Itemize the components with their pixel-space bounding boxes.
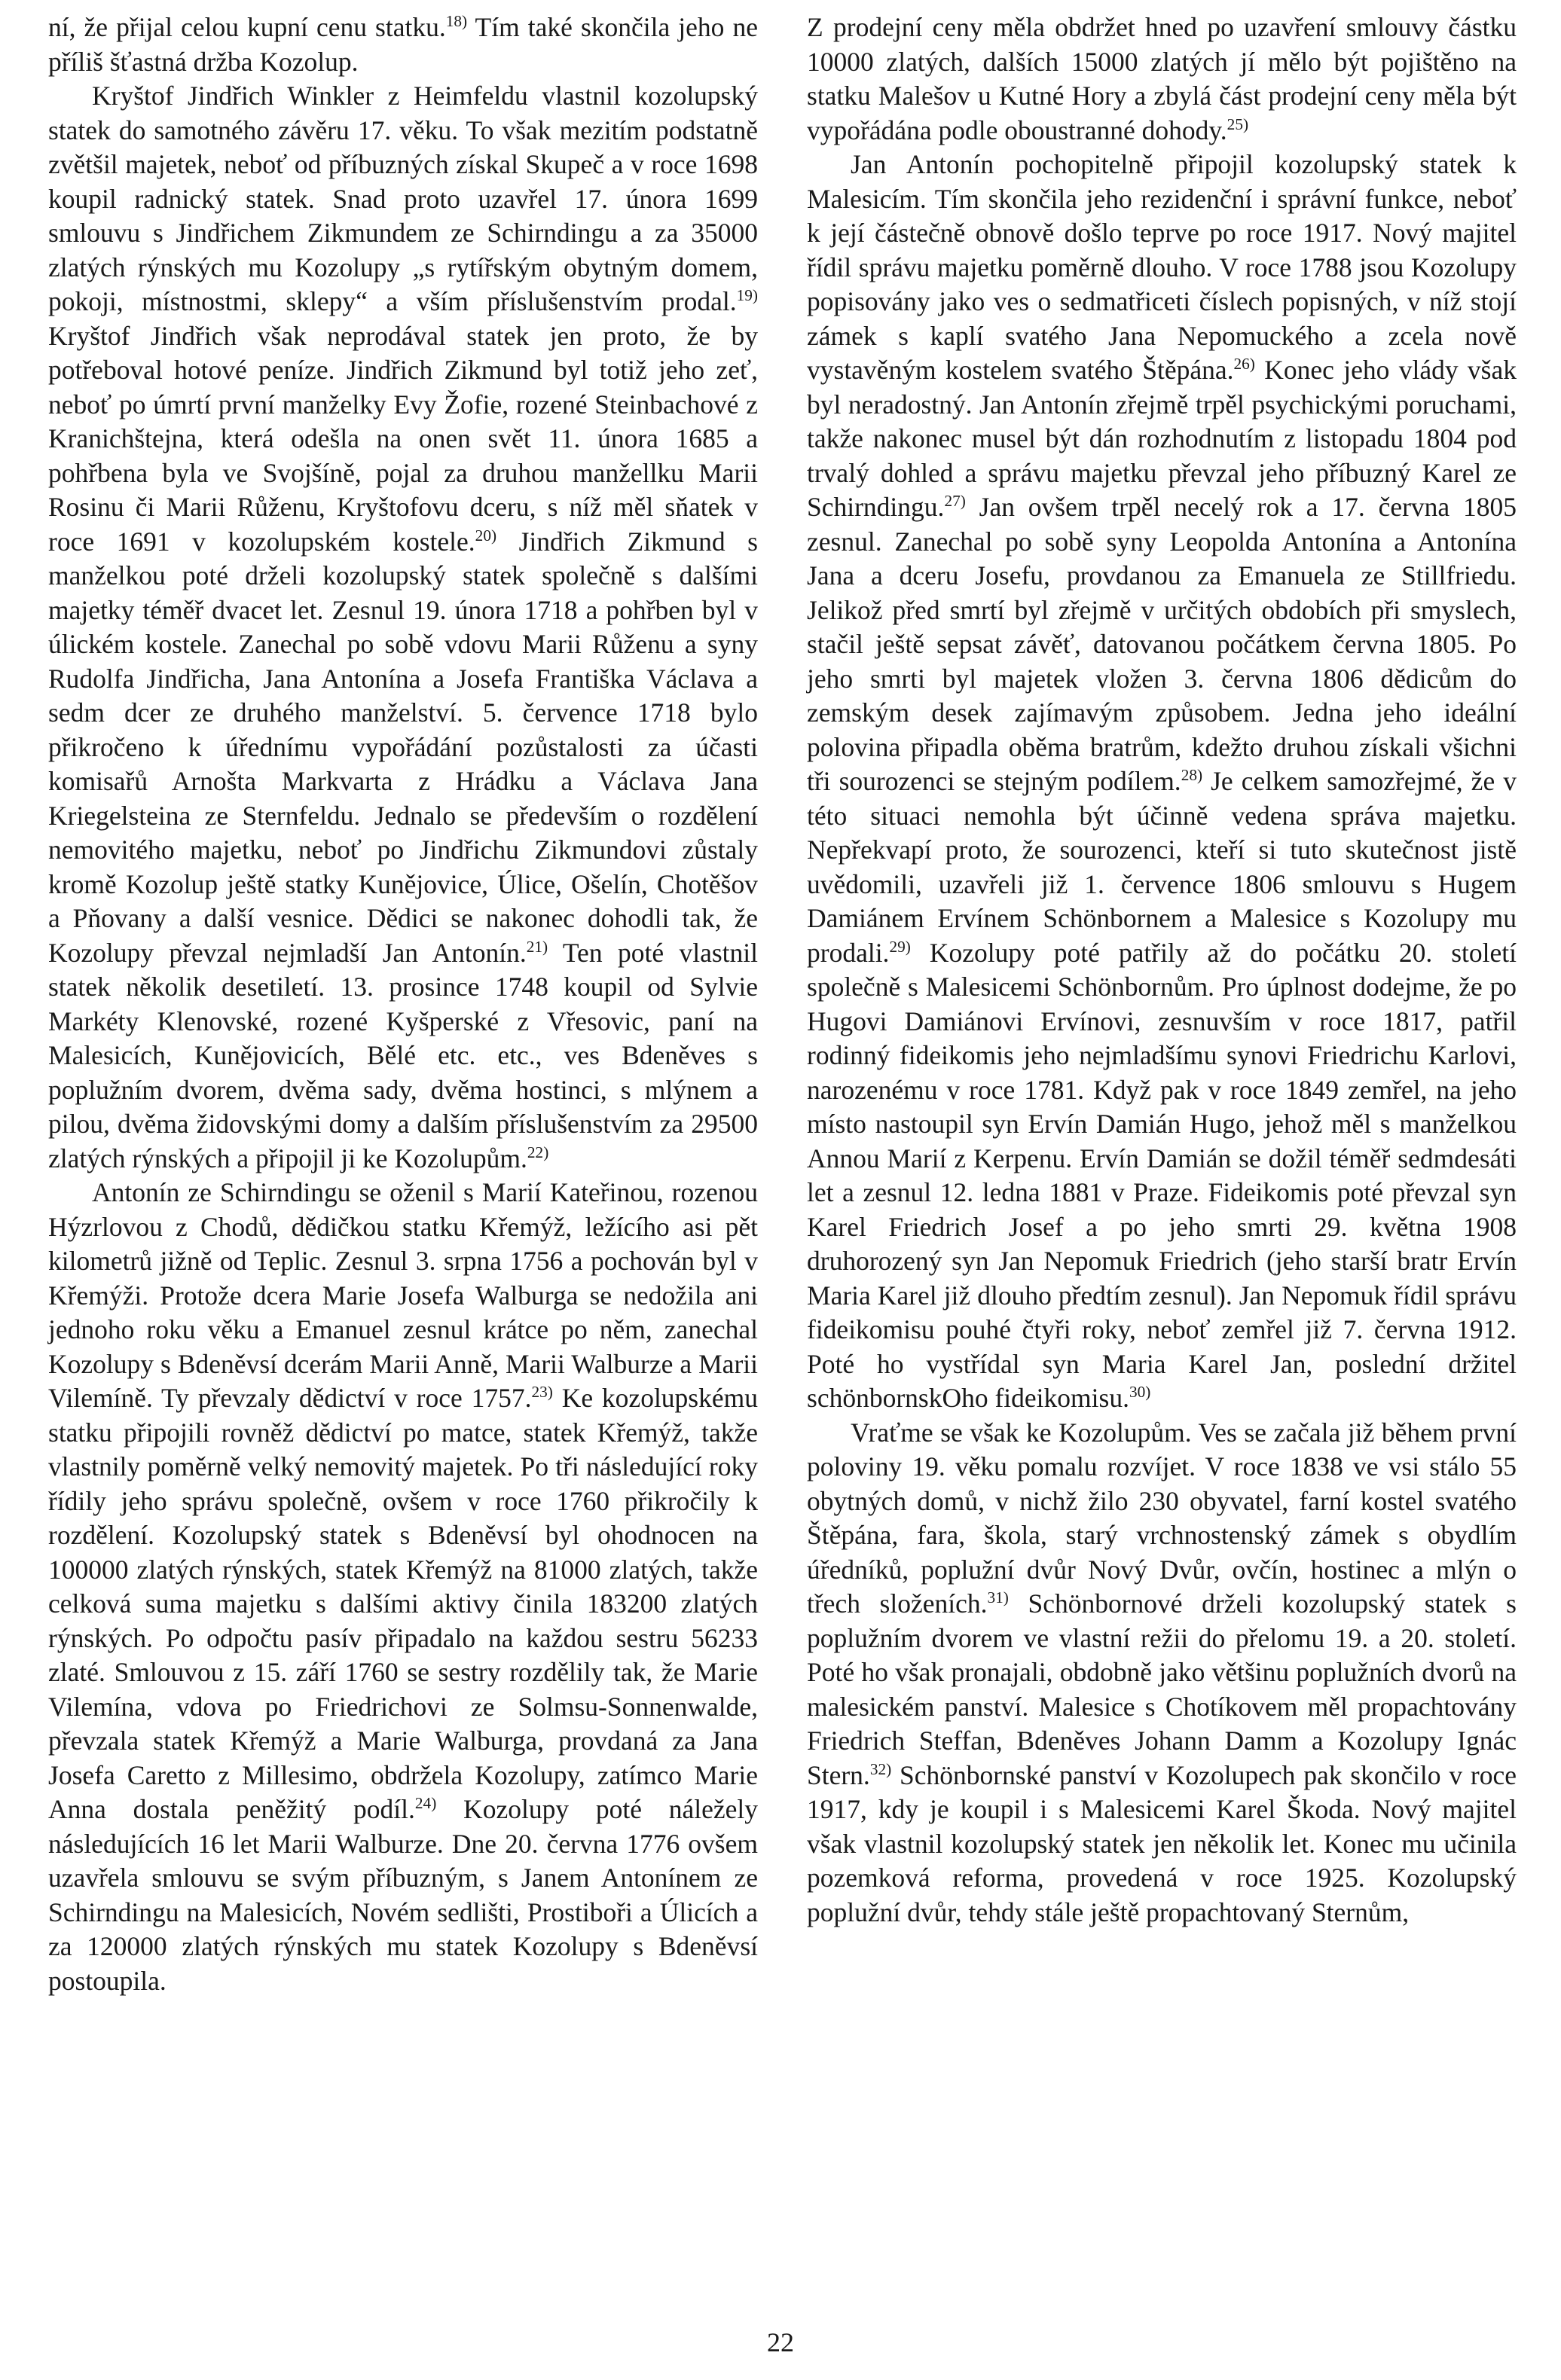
footnote-reference: 28): [1181, 766, 1203, 785]
footnote-reference: 24): [414, 1794, 437, 1813]
paragraph: [48, 11, 758, 79]
footnote-reference: 22): [527, 1143, 549, 1161]
footnote-reference: 19): [736, 286, 758, 305]
footnote-reference: 29): [889, 937, 911, 956]
footnote-reference: 25): [1226, 114, 1249, 133]
text-run: ní, že přijal celou kupní cenu statku.: [48, 12, 446, 42]
text-run: Ke kozolupskému statku připojili rovněž dědictví po matce, statek Křemýž, takže vlastnily poměrně velký nemovitý majetek. Po tři následující roky řídily jeho správu společně, ovšem v roce 1760 přikročily k rozdělení. Kozolupský statek s Bdeněvsí byl ohodnocen na 100000 zlatých rýnských, statek Křemýž na 81000 zlatých, takže celková suma majetku s dalšími aktivy činila 183200 zlatých rýnských. Po odpočtu pasív připadalo na každou sestru 56233 zlaté. Smlouvou z 15. září 1760 se sestry rozdělily tak, že Marie Vilemína, vdova po Friedrichovi ze Solmsu-Sonnenwalde, převzala statek Křemýž a Marie Walburga, provdaná za Jana Josefa Caretto z Millesimo, obdržela Kozolupy, zatímco Marie Anna dostala peněžitý podíl.: [48, 1383, 758, 1824]
text-run: Z prodejní ceny měla obdržet hned po uzavření smlouvy částku 10000 zlatých, dalších 15000 zlatých jí mělo být pojištěno na statku Malešov u Kutné Hory a zbylá část prodejní ceny měla být vypořádána podle oboustranné dohody.: [807, 12, 1517, 145]
text-run: Konec jeho vlády však byl neradostný. Jan Antonín zřejmě trpěl psychickými poruchami, takže nakonec musel být dán rozhodnutím z listopadu 1804 pod trvalý dohled a správu majetku převzal jeho příbuzný Karel ze Schirndingu.: [807, 355, 1517, 522]
text-run: Kryštof Jindřich však neprodával statek jen proto, že by potřeboval hotové peníze. Jindřich Zikmund byl totiž jeho zeť, neboť po úmrtí první manželky Evy Žofie, rozené Steinbachové z Kranichštejna, která odešla na onen svět 11. února 1685 a pohřbena byla ve Svojšíně, pojal za druhou manžellku Marii Rosinu či Marii Růženu, Kryštofovu dceru, s níž měl sňatek v roce 1691 v kozolupském kostele.: [48, 320, 758, 557]
left-column: [48, 11, 758, 1998]
page-number: 22: [767, 2327, 794, 2357]
paragraph: [48, 1176, 758, 1998]
paragraph: [807, 148, 1517, 1416]
text-run: Vraťme se však ke Kozolupům. Ves se začala již během první poloviny 19. věku pomalu rozvíjet. V roce 1838 ve vsi stálo 55 obytných domů, v nichž žilo 230 obyvatel, farní kostel svatého Štěpána, fara, škola, starý vrchnostenský zámek s obydlím úředníků, poplužní dvůr Nový Dvůr, ovčín, hostinec a mlýn o třech složeních.: [807, 1417, 1517, 1619]
paragraph: [807, 1416, 1517, 1930]
footnote-reference: 32): [869, 1759, 892, 1778]
text-run: Je celkem samozřejmé, že v této situaci nemohla být účinně vedena správa majetku. Nepřekvapí proto, že sourozenci, kteří si tuto skutečnost jistě uvědomili, uzavřeli již 1. července 1806 smlouvu s Hugem Damiánem Ervínem Schönbornem a Malesice s Kozolupy mu prodali.: [807, 766, 1517, 968]
text-run: Kryštof Jindřich Winkler z Heimfeldu vlastnil kozolupský statek do samotného závěru 17. věku. To však mezitím podstatně zvětšil majetek, neboť od příbuzných získal Skupeč a v roce 1698 koupil radnický statek. Snad proto uzavřel 17. února 1699 smlouvu s Jindřichem Zikmundem ze Schirndingu a za 35000 zlatých rýnských mu Kozolupy „s rytířským obytným domem, pokoji, místnostmi, sklepy“ a vším příslušenstvím prodal.: [48, 81, 758, 316]
text-run: Kozolupy poté náležely následujících 16 let Marii Walburze. Dne 20. června 1776 ovšem uzavřela smlouvu se svým příbuzným, s Janem Antonínem ze Schirndingu na Malesicích, Novém sedlišti, Prostiboři a Úlicích a za 120000 zlatých rýnských mu statek Kozolupy s Bdeněvsí postoupila.: [48, 1794, 758, 1996]
paragraph: [48, 79, 758, 1176]
text-run: Kozolupy poté patřily až do počátku 20. století společně s Malesicemi Schönbornům. Pro úplnost dodejme, že po Hugovi Damiánovi Ervínovi, zesnuvším v roce 1817, patřil rodinný fideikomis jeho nejmladšímu synovi Friedrichu Karlovi, narozenému v roce 1781. Když pak v roce 1849 zemřel, na jeho místo nastoupil syn Ervín Damián Hugo, jehož měl s manželkou Annou Marií z Kerpenu. Ervín Damián se dožil téměř sedmdesáti let a zesnul 12. ledna 1881 v Praze. Fideikomis poté převzal syn Karel Friedrich Josef a po jeho smrti 29. května 1908 druhorozený syn Jan Nepomuk Friedrich (jeho starší bratr Ervín Maria Karel již dlouho předtím zesnul). Jan Nepomuk řídil správu fideikomisu pouhé čtyři roky, neboť zemřel již 7. června 1912. Poté ho vystřídal syn Maria Karel Jan, poslední držitel schönbornskOho fideikomisu.: [807, 937, 1517, 1413]
footnote-reference: 31): [987, 1588, 1009, 1607]
text-run: Antonín ze Schirndingu se oženil s Marií Kateřinou, rozenou Hýzrlovou z Chodů, dědičkou statku Křemýž, ležícího asi pět kilometrů jižně od Teplic. Zesnul 3. srpna 1756 a pochován byl v Křemýži. Protože dcera Marie Josefa Walburga se nedožila ani jednoho roku věku a Emanuel zesnul krátce po něm, zanechal Kozolupy s Bdeněvsí dcerám Marii Anně, Marii Walburze a Marii Vilemíně. Ty převzaly dědictví v roce 1757.: [48, 1177, 758, 1413]
right-column: [807, 11, 1517, 1930]
text-run: Jindřich Zikmund s manželkou poté drželi kozolupský statek společně s dalšími majetky téměř dvacet let. Zesnul 19. února 1718 a pohřben byl v úlickém kostele. Zanechal po sobě vdovu Marii Růženu a syny Rudolfa Jindřicha, Jana Antonína a Josefa Františka Václava a sedm dcer ze druhého manželství. 5. července 1718 bylo přikročeno k úřednímu vypořádání pozůstalosti za účasti komisařů Arnošta Markvarta z Hrádku a Václava Jana Kriegelsteina ze Sternfeldu. Jednalo se především o rozdělení nemovitého majetku, neboť po Jindřichu Zikmundovi zůstaly kromě Kozolup ještě statky Kunějovice, Úlice, Ošelín, Chotěšov a Pňovany a další vesnice. Dědici se nakonec dohodli tak, že Kozolupy převzal nejmladší Jan Antonín.: [48, 526, 758, 968]
footnote-reference: 23): [531, 1383, 553, 1402]
footnote-reference: 18): [445, 12, 468, 31]
text-run: Tím také skončila jeho ne příliš šťastná držba Kozolup.: [48, 12, 758, 77]
text-run: Schönbornské panství v Kozolupech pak skončilo v roce 1917, kdy je koupil i s Malesicemi Karel Škoda. Nový majitel však vlastnil kozolupský statek jen několik let. Konec mu učinila pozemková reforma, provedená v roce 1925. Kozolupský poplužní dvůr, tehdy stále ještě propachtovaný Sternům,: [807, 1759, 1517, 1927]
text-run: Jan Antonín pochopitelně připojil kozolupský statek k Malesicím. Tím skončila jeho rezidenční i správní funkce, neboť k její částečně obnově došlo teprve po roce 1917. Nový majitel řídil správu majetku poměrně dlouho. V roce 1788 jsou Kozolupy popisovány jako ves o sedmatřiceti číslech popisných, v níž stojí zámek s kaplí svatého Jana Nepomuckého a zcela nově vystavěným kostelem svatého Štěpána.: [807, 149, 1517, 385]
text-run: Ten poté vlastnil statek několik desetiletí. 13. prosince 1748 koupil od Sylvie Markéty Klenovské, rozené Kyšperské z Vřesovic, paní na Malesicích, Kunějovicích, Bělé etc. etc., ves Bdeněves s poplužním dvorem, dvěma sady, dvěma hostinci, s mlýnem a pilou, dvěma židovskými domy a dalším příslušenstvím za 29500 zlatých rýnských a připojil ji ke Kozolupům.: [48, 937, 759, 1173]
footnote-reference: 30): [1129, 1383, 1151, 1402]
footnote-reference: 20): [475, 526, 497, 545]
footnote-reference: 21): [526, 937, 548, 956]
paragraph: [807, 11, 1517, 148]
footnote-reference: 27): [944, 492, 966, 511]
text-run: Jan ovšem trpěl necelý rok a 17. června 1805 zesnul. Zanechal po sobě syny Leopolda Antonína a Antonína Jana a dceru Josefu, provdanou za Emanuela ze Stillfriedu. Jelikož před smrtí byl zřejmě v určitých obdobích při smyslech, stačil ještě sepsat závěť, datovanou počátkem června 1805. Po jeho smrti byl majetek vložen 3. června 1806 dědicům do zemským desek zajímavým způsobem. Jedna jeho ideální polovina připadla oběma bratrům, kdežto druhou získali všichni tři sourozenci se stejným podílem.: [807, 492, 1517, 796]
text-run: Schönbornové drželi kozolupský statek s poplužním dvorem ve vlastní režii do přelomu 19. a 20. století. Poté ho však pronajali, obdobně jako většinu poplužních dvorů na malesickém panství. Malesice s Chotíkovem měl propachtovány Friedrich Steffan, Bdeněves Johann Damm a Kozolupy Ignác Stern.: [807, 1588, 1517, 1790]
footnote-reference: 26): [1233, 355, 1255, 374]
